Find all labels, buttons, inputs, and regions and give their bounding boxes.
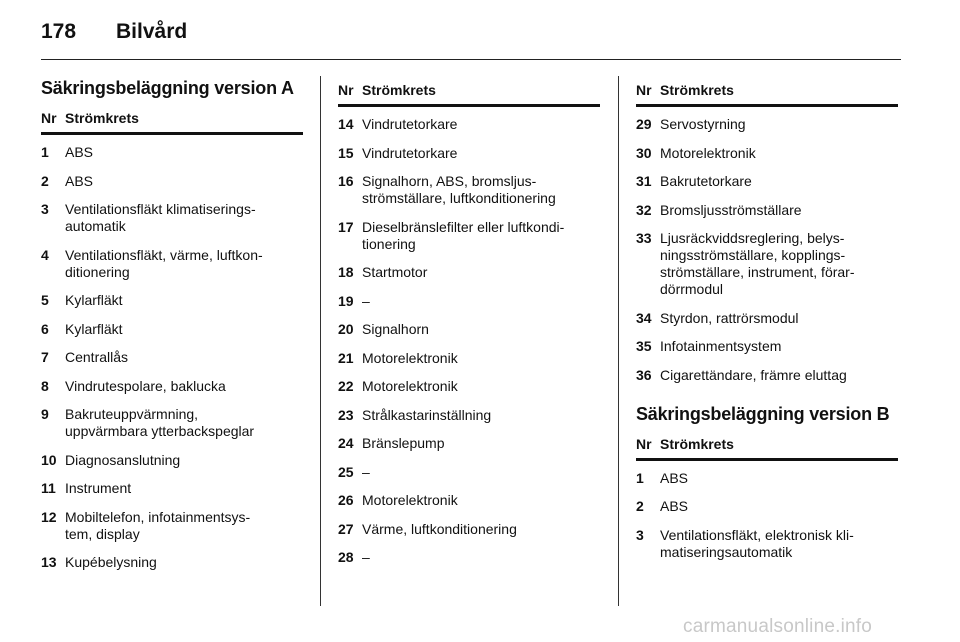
fuse-circuit: Cigarettändare, främre eluttag	[660, 366, 847, 383]
fuse-circuit: Motorelektronik	[660, 144, 756, 161]
column-2	[338, 76, 600, 578]
header-nr: Nr	[41, 110, 57, 126]
fuse-number: 26	[338, 492, 354, 508]
fuse-circuit: Vindrutetorkare	[362, 116, 458, 132]
fuse-row	[636, 202, 898, 219]
fuse-row	[338, 378, 600, 395]
fuse-number: 25	[338, 463, 354, 480]
fuse-circuit: Startmotor	[362, 264, 428, 280]
fuse-circuit: ABS	[65, 144, 94, 160]
fuse-circuit: Kylarfläkt	[65, 320, 123, 337]
fuse-number: 36	[636, 366, 652, 383]
table-header	[636, 428, 898, 461]
fuse-number: 1	[636, 469, 644, 486]
fuse-circuit: Ventilationsfläkt, elektronisk kli- matiseringsautomatik	[660, 526, 854, 560]
fuse-row	[41, 321, 303, 338]
fuse-number: 34	[636, 309, 652, 326]
fuse-number: 2	[636, 498, 644, 514]
fuse-number: 12	[41, 508, 57, 525]
fuse-row	[636, 527, 898, 561]
fuse-number: 19	[338, 292, 354, 309]
fuse-circuit: Vindrutespolare, baklucka	[65, 377, 226, 394]
fuse-row	[636, 145, 898, 162]
fuse-circuit: Motorelektronik	[362, 378, 458, 394]
header-circuit: Strömkrets	[65, 110, 139, 126]
fuse-number: 16	[338, 173, 354, 189]
fuse-list	[636, 461, 898, 561]
fuse-circuit: Motorelektronik	[362, 349, 458, 366]
fuse-number: 20	[338, 321, 354, 337]
fuse-row	[338, 173, 600, 207]
fuse-number: 11	[41, 480, 56, 496]
fuse-circuit: ABS	[660, 469, 689, 486]
fuse-circuit: Styrdon, rattrörsmodul	[660, 309, 799, 326]
fuse-circuit: Kylarfläkt	[65, 292, 123, 308]
fuse-row	[41, 173, 303, 190]
fuse-circuit: Dieselbränslefilter eller luftkondi- tionering	[362, 218, 565, 252]
fuse-row	[338, 145, 600, 162]
fuse-row	[338, 350, 600, 367]
header-circuit: Strömkrets	[660, 435, 734, 452]
fuse-row	[41, 378, 303, 395]
fuse-row	[41, 509, 303, 543]
table-header	[41, 102, 303, 135]
fuse-number: 3	[41, 201, 49, 217]
fuse-circuit: Ventilationsfläkt klimatiserings- automatik	[65, 201, 256, 234]
fuse-number: 15	[338, 144, 354, 161]
fuse-row	[41, 554, 303, 571]
fuse-circuit: Infotainmentsystem	[660, 338, 782, 354]
table-header	[338, 76, 600, 107]
fuse-row	[41, 144, 303, 161]
fuse-circuit: Signalhorn	[362, 321, 429, 337]
fuse-row	[338, 464, 600, 481]
fuse-row	[41, 247, 303, 281]
fuse-row	[636, 230, 898, 298]
fuse-row	[636, 173, 898, 190]
column-divider	[320, 76, 321, 606]
page-number: 178	[41, 20, 77, 43]
fuse-circuit: Vindrutetorkare	[362, 144, 458, 161]
fuse-number: 2	[41, 172, 49, 189]
fuse-number: 29	[636, 116, 652, 132]
fuse-row	[338, 521, 600, 538]
fuse-list	[636, 107, 898, 384]
header-rule	[41, 59, 901, 60]
fuse-row	[636, 498, 898, 515]
fuse-number: 14	[338, 116, 354, 132]
fuse-row	[338, 492, 600, 509]
fuse-row	[338, 293, 600, 310]
fuse-row	[41, 349, 303, 366]
page-header	[41, 20, 187, 46]
fuse-row	[41, 406, 303, 440]
header-nr: Nr	[338, 82, 354, 98]
fuse-circuit: Centrallås	[65, 349, 129, 365]
fuse-circuit: Ventilationsfläkt, värme, luftkon- ditionering	[65, 246, 263, 280]
fuse-row	[41, 201, 303, 235]
fuse-number: 10	[41, 451, 57, 468]
header-circuit: Strömkrets	[362, 82, 436, 98]
section-title-version-b: Säkringsbeläggning version B	[636, 403, 890, 424]
fuse-circuit: Motorelektronik	[362, 492, 458, 508]
fuse-number: 6	[41, 320, 49, 337]
column-1	[41, 76, 303, 583]
fuse-number: 5	[41, 292, 49, 308]
fuse-number: 23	[338, 406, 354, 423]
fuse-number: 17	[338, 218, 354, 235]
fuse-circuit: Bakrutetorkare	[660, 173, 752, 189]
fuse-circuit: Strålkastarinställning	[362, 406, 492, 423]
fuse-circuit: ABS	[65, 172, 94, 189]
header-circuit: Strömkrets	[660, 82, 734, 98]
fuse-circuit: Värme, luftkonditionering	[362, 520, 517, 537]
fuse-row	[636, 310, 898, 327]
fuse-number: 13	[41, 554, 57, 570]
fuse-circuit: Signalhorn, ABS, bromsljus- strömställare, luftkonditionering	[362, 173, 556, 206]
fuse-number: 33	[636, 230, 652, 246]
fuse-row	[41, 452, 303, 469]
fuse-row	[338, 264, 600, 281]
fuse-circuit: –	[362, 292, 370, 309]
header-nr: Nr	[636, 435, 652, 452]
fuse-row	[338, 549, 600, 566]
fuse-circuit: –	[362, 549, 370, 565]
column-divider	[618, 76, 619, 606]
header-nr: Nr	[636, 82, 652, 98]
fuse-number: 30	[636, 144, 652, 161]
fuse-circuit: Bränslepump	[362, 435, 445, 451]
watermark: carmanualsonline.info	[683, 616, 873, 637]
fuse-list	[338, 107, 600, 566]
fuse-number: 18	[338, 264, 354, 280]
fuse-number: 28	[338, 549, 354, 565]
fuse-number: 7	[41, 349, 49, 365]
fuse-row	[636, 470, 898, 487]
fuse-number: 21	[338, 349, 354, 366]
fuse-circuit: Diagnosanslutning	[65, 451, 181, 468]
fuse-number: 31	[636, 173, 652, 189]
page-title: Bilvård	[116, 20, 188, 43]
fuse-row	[41, 292, 303, 309]
fuse-number: 4	[41, 246, 49, 263]
fuse-number: 1	[41, 144, 49, 160]
fuse-row	[338, 116, 600, 133]
fuse-row	[338, 435, 600, 452]
fuse-row	[338, 219, 600, 253]
fuse-number: 27	[338, 520, 354, 537]
fuse-list	[41, 135, 303, 571]
fuse-number: 8	[41, 377, 49, 394]
fuse-row	[636, 116, 898, 133]
fuse-number: 3	[636, 526, 644, 543]
fuse-row	[338, 321, 600, 338]
table-header	[636, 76, 898, 107]
fuse-circuit: Ljusräckviddsreglering, belys- ningsströmställare, kopplings- strömställare, instrument, förar- dörrmodul	[660, 230, 855, 297]
fuse-number: 32	[636, 201, 652, 218]
fuse-circuit: Servostyrning	[660, 116, 746, 132]
fuse-circuit: Kupébelysning	[65, 554, 157, 570]
fuse-circuit: –	[362, 463, 370, 480]
fuse-circuit: Mobiltelefon, infotainmentsys- tem, display	[65, 508, 251, 542]
fuse-number: 24	[338, 435, 354, 451]
fuse-circuit: Bromsljusströmställare	[660, 201, 802, 218]
fuse-row	[636, 338, 898, 355]
fuse-number: 35	[636, 338, 652, 354]
fuse-circuit: ABS	[660, 498, 689, 514]
section-title-version-a: Säkringsbeläggning version A	[41, 78, 294, 98]
column-3	[636, 76, 898, 572]
fuse-circuit: Bakruteuppvärmning, uppvärmbara ytterbackspeglar	[65, 406, 255, 439]
fuse-number: 9	[41, 406, 49, 422]
fuse-row	[338, 407, 600, 424]
fuse-row	[636, 367, 898, 384]
fuse-row	[41, 480, 303, 497]
fuse-circuit: Instrument	[65, 480, 132, 496]
fuse-number: 22	[338, 378, 354, 394]
